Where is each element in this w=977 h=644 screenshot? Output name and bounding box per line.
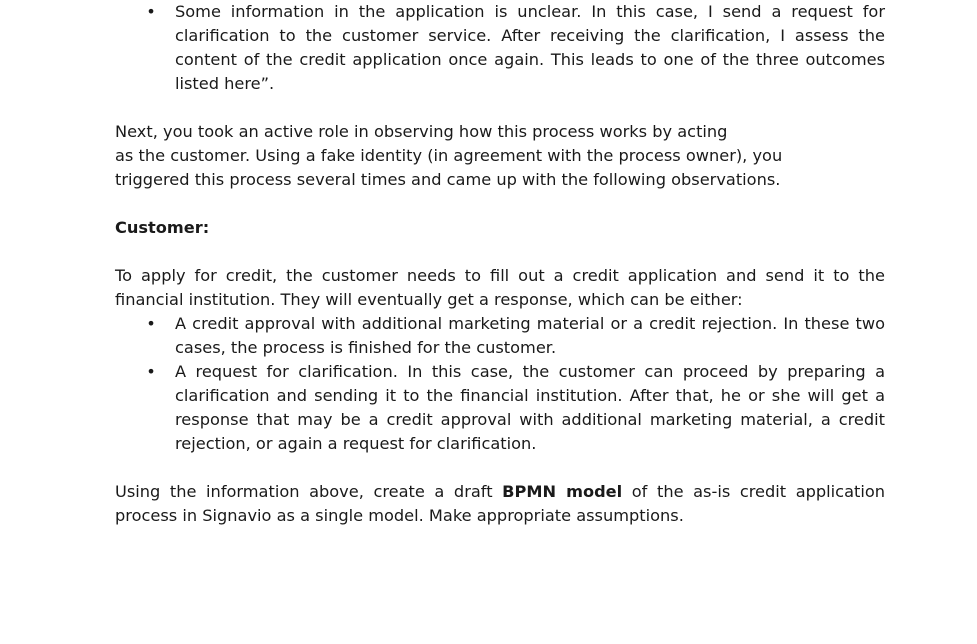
observation-line: Next, you took an active role in observing how this process works by acting xyxy=(115,122,728,141)
observation-line: as the customer. Using a fake identity (in agreement with the process owner), you xyxy=(115,146,783,165)
customer-heading: Customer: xyxy=(115,218,210,237)
bullet-text: Some information in the application is unclear. In this case, I send a request for clarification to the customer service. After receiving the clarification, I assess the content of the credit application once again. This leads to one of the three outcomes listed here”. xyxy=(175,2,885,93)
bullet-marker: • xyxy=(146,314,156,333)
list-item xyxy=(115,360,885,456)
task-paragraph xyxy=(115,480,885,528)
observation-line: triggered this process several times and came up with the following observations. xyxy=(115,170,781,189)
bullet-text: A credit approval with additional marketing material or a credit rejection. In these two cases, the process is finished for the customer. xyxy=(175,314,885,357)
observation-paragraph xyxy=(115,120,885,192)
task-text: of the as-is credit application process in Signavio as a single model. Make appropriate assumptions. xyxy=(115,482,885,525)
customer-bullet-list xyxy=(115,312,885,456)
bullet-marker: • xyxy=(146,362,156,381)
customer-paragraph: To apply for credit, the customer needs to fill out a credit application and send it to the financial institution. They will eventually get a response, which can be either: xyxy=(115,266,885,309)
task-bold-text: BPMN model xyxy=(502,482,623,501)
list-item xyxy=(115,0,885,96)
bullet-marker: • xyxy=(146,2,156,21)
clarification-bullet-list xyxy=(115,0,885,96)
task-text: Using the information above, create a draft xyxy=(115,482,503,501)
document-body xyxy=(115,0,885,528)
list-item xyxy=(115,312,885,360)
bullet-text: A request for clarification. In this case, the customer can proceed by preparing a clarification and sending it to the financial institution. After that, he or she will get a response that may be a credit approval with additional marketing material, a credit rejection, or again a request for clarification. xyxy=(175,362,885,453)
